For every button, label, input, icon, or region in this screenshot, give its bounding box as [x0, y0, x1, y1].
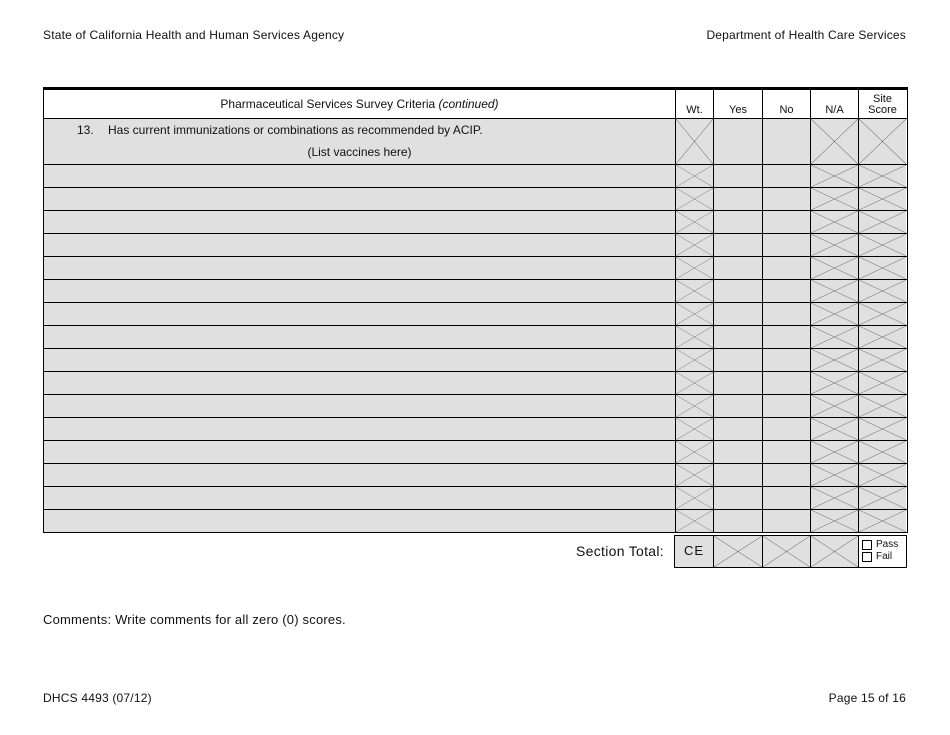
- crossed-out-mark: [859, 211, 906, 233]
- vaccine-row: [44, 372, 907, 395]
- vaccine-list-rows: [44, 165, 907, 533]
- vaccine-wt-cell: [675, 280, 713, 302]
- pass-fail-cell: [858, 536, 906, 567]
- vaccine-entry-cell[interactable]: [44, 372, 675, 394]
- vaccine-site-score-cell: [858, 234, 906, 256]
- crossed-out-mark: [811, 441, 858, 463]
- crossed-out-mark: [811, 395, 858, 417]
- vaccine-entry-cell[interactable]: [44, 303, 675, 325]
- criteria-title-suffix: (continued): [438, 97, 499, 111]
- fail-option[interactable]: [862, 551, 906, 563]
- crossed-out-mark: [811, 487, 858, 509]
- vaccine-row: [44, 487, 907, 510]
- vaccine-yes-cell[interactable]: [713, 441, 762, 463]
- vaccine-wt-cell: [675, 165, 713, 187]
- total-na-cell: [810, 536, 858, 567]
- vaccine-entry-cell[interactable]: [44, 441, 675, 463]
- item-yes-cell[interactable]: [713, 119, 762, 164]
- yes-column-header: Yes: [713, 90, 762, 118]
- crossed-out-mark: [811, 510, 858, 532]
- vaccine-site-score-cell: [858, 487, 906, 509]
- vaccine-row: [44, 464, 907, 487]
- vaccine-na-cell: [810, 464, 858, 486]
- criteria-column-header: [44, 90, 675, 118]
- fail-checkbox[interactable]: [862, 552, 872, 562]
- vaccine-no-cell[interactable]: [762, 188, 810, 210]
- crossed-out-mark: [859, 280, 906, 302]
- vaccine-row: [44, 418, 907, 441]
- vaccine-wt-cell: [675, 395, 713, 417]
- vaccine-row: [44, 280, 907, 303]
- vaccine-yes-cell[interactable]: [713, 349, 762, 371]
- vaccine-na-cell: [810, 326, 858, 348]
- vaccine-wt-cell: [675, 487, 713, 509]
- criteria-item-cell: [44, 119, 675, 164]
- vaccine-yes-cell[interactable]: [713, 418, 762, 440]
- vaccine-na-cell: [810, 280, 858, 302]
- vaccine-no-cell[interactable]: [762, 280, 810, 302]
- vaccine-site-score-cell: [858, 326, 906, 348]
- crossed-out-mark: [811, 303, 858, 325]
- vaccine-row: [44, 510, 907, 533]
- crossed-out-mark: [811, 326, 858, 348]
- vaccine-yes-cell[interactable]: [713, 395, 762, 417]
- vaccine-yes-cell[interactable]: [713, 280, 762, 302]
- section-total-label: Section Total:: [576, 543, 664, 559]
- criteria-title: Pharmaceutical Services Survey Criteria: [220, 97, 436, 111]
- crossed-out-mark: [676, 487, 713, 509]
- item-subtext: (List vaccines here): [307, 145, 412, 159]
- crossed-out-mark: [859, 441, 906, 463]
- vaccine-entry-cell[interactable]: [44, 211, 675, 233]
- vaccine-na-cell: [810, 165, 858, 187]
- crossed-out-mark: [859, 326, 906, 348]
- item-no-cell[interactable]: [762, 119, 810, 164]
- vaccine-na-cell: [810, 418, 858, 440]
- vaccine-wt-cell: [675, 257, 713, 279]
- vaccine-na-cell: [810, 510, 858, 532]
- vaccine-no-cell[interactable]: [762, 234, 810, 256]
- pass-checkbox[interactable]: [862, 540, 872, 550]
- vaccine-yes-cell[interactable]: [713, 303, 762, 325]
- vaccine-site-score-cell: [858, 257, 906, 279]
- vaccine-yes-cell[interactable]: [713, 372, 762, 394]
- crossed-out-mark: [859, 395, 906, 417]
- vaccine-yes-cell[interactable]: [713, 211, 762, 233]
- crossed-out-mark: [676, 326, 713, 348]
- item-number: 13.: [77, 123, 94, 137]
- crossed-out-mark: [859, 487, 906, 509]
- crossed-out-mark: [676, 303, 713, 325]
- crossed-out-mark: [676, 211, 713, 233]
- vaccine-no-cell[interactable]: [762, 464, 810, 486]
- criteria-table: [43, 87, 908, 533]
- crossed-out-mark: [811, 372, 858, 394]
- vaccine-row: [44, 395, 907, 418]
- vaccine-wt-cell: [675, 234, 713, 256]
- vaccine-yes-cell[interactable]: [713, 487, 762, 509]
- crossed-out-mark: [676, 280, 713, 302]
- crossed-out-mark: [676, 234, 713, 256]
- vaccine-site-score-cell: [858, 349, 906, 371]
- vaccine-no-cell[interactable]: [762, 303, 810, 325]
- vaccine-row: [44, 441, 907, 464]
- crossed-out-mark: [811, 119, 858, 164]
- total-yes-cell: [713, 536, 762, 567]
- vaccine-na-cell: [810, 234, 858, 256]
- crossed-out-mark: [676, 372, 713, 394]
- section-total-cells: [674, 535, 907, 568]
- vaccine-no-cell[interactable]: [762, 372, 810, 394]
- pass-label: Pass: [876, 539, 899, 550]
- crossed-out-mark: [811, 234, 858, 256]
- crossed-out-mark: [859, 234, 906, 256]
- vaccine-na-cell: [810, 257, 858, 279]
- section-total-row: [43, 535, 908, 568]
- crossed-out-mark: [859, 188, 906, 210]
- vaccine-na-cell: [810, 303, 858, 325]
- vaccine-no-cell[interactable]: [762, 510, 810, 532]
- vaccine-row: [44, 165, 907, 188]
- crossed-out-mark: [676, 418, 713, 440]
- vaccine-yes-cell[interactable]: [713, 234, 762, 256]
- crossed-out-mark: [811, 188, 858, 210]
- crossed-out-mark: [811, 280, 858, 302]
- vaccine-entry-cell[interactable]: [44, 165, 675, 187]
- site-score-line2: Score: [868, 104, 897, 116]
- crossed-out-mark: [811, 257, 858, 279]
- vaccine-entry-cell[interactable]: [44, 257, 675, 279]
- vaccine-no-cell[interactable]: [762, 211, 810, 233]
- vaccine-na-cell: [810, 441, 858, 463]
- vaccine-wt-cell: [675, 372, 713, 394]
- vaccine-na-cell: [810, 372, 858, 394]
- table-header-row: [44, 88, 907, 119]
- crossed-out-mark: [811, 349, 858, 371]
- survey-form-table: [43, 87, 908, 568]
- department-name: Department of Health Care Services: [706, 28, 906, 42]
- total-no-cell: [762, 536, 810, 567]
- vaccine-entry-cell[interactable]: [44, 418, 675, 440]
- crossed-out-mark: [859, 418, 906, 440]
- vaccine-entry-cell[interactable]: [44, 234, 675, 256]
- total-wt-cell: CE: [675, 536, 713, 567]
- vaccine-site-score-cell: [858, 464, 906, 486]
- crossed-out-mark: [676, 510, 713, 532]
- item-text: Has current immunizations or combinations as recommended by ACIP.: [108, 123, 483, 137]
- vaccine-no-cell[interactable]: [762, 165, 810, 187]
- crossed-out-mark: [676, 464, 713, 486]
- vaccine-no-cell[interactable]: [762, 487, 810, 509]
- vaccine-row: [44, 234, 907, 257]
- fail-label: Fail: [876, 551, 893, 562]
- site-score-column-header: [858, 90, 906, 118]
- crossed-out-mark: [859, 165, 906, 187]
- pass-option[interactable]: [862, 539, 906, 551]
- vaccine-no-cell[interactable]: [762, 257, 810, 279]
- vaccine-site-score-cell: [858, 418, 906, 440]
- vaccine-no-cell[interactable]: [762, 418, 810, 440]
- crossed-out-mark: [676, 119, 713, 164]
- vaccine-row: [44, 349, 907, 372]
- vaccine-entry-cell[interactable]: [44, 395, 675, 417]
- crossed-out-mark: [859, 119, 906, 164]
- vaccine-yes-cell[interactable]: [713, 165, 762, 187]
- vaccine-wt-cell: [675, 349, 713, 371]
- vaccine-entry-cell[interactable]: [44, 487, 675, 509]
- crossed-out-mark: [859, 464, 906, 486]
- crossed-out-mark: [859, 510, 906, 532]
- crossed-out-mark: [859, 372, 906, 394]
- vaccine-na-cell: [810, 395, 858, 417]
- crossed-out-mark: [676, 165, 713, 187]
- vaccine-site-score-cell: [858, 441, 906, 463]
- site-score-line1: Site: [873, 93, 892, 105]
- vaccine-site-score-cell: [858, 510, 906, 532]
- vaccine-entry-cell[interactable]: [44, 188, 675, 210]
- item-site-score-cell: [858, 119, 906, 164]
- vaccine-wt-cell: [675, 418, 713, 440]
- item-na-cell: [810, 119, 858, 164]
- vaccine-no-cell[interactable]: [762, 441, 810, 463]
- vaccine-wt-cell: [675, 441, 713, 463]
- vaccine-row: [44, 326, 907, 349]
- vaccine-site-score-cell: [858, 165, 906, 187]
- vaccine-yes-cell[interactable]: [713, 188, 762, 210]
- vaccine-wt-cell: [675, 211, 713, 233]
- vaccine-site-score-cell: [858, 188, 906, 210]
- vaccine-yes-cell[interactable]: [713, 510, 762, 532]
- vaccine-yes-cell[interactable]: [713, 257, 762, 279]
- vaccine-wt-cell: [675, 188, 713, 210]
- vaccine-na-cell: [810, 349, 858, 371]
- crossed-out-mark: [676, 441, 713, 463]
- vaccine-site-score-cell: [858, 303, 906, 325]
- vaccine-entry-cell[interactable]: [44, 510, 675, 532]
- criteria-item-row: [44, 119, 907, 165]
- vaccine-wt-cell: [675, 326, 713, 348]
- na-column-header: N/A: [810, 90, 858, 118]
- vaccine-no-cell[interactable]: [762, 395, 810, 417]
- no-column-header: No: [762, 90, 810, 118]
- vaccine-site-score-cell: [858, 395, 906, 417]
- vaccine-entry-cell[interactable]: [44, 280, 675, 302]
- vaccine-site-score-cell: [858, 372, 906, 394]
- crossed-out-mark: [714, 536, 762, 567]
- vaccine-site-score-cell: [858, 280, 906, 302]
- vaccine-na-cell: [810, 211, 858, 233]
- vaccine-na-cell: [810, 487, 858, 509]
- crossed-out-mark: [859, 257, 906, 279]
- vaccine-entry-cell[interactable]: [44, 464, 675, 486]
- page-number: Page 15 of 16: [828, 691, 906, 705]
- crossed-out-mark: [811, 165, 858, 187]
- crossed-out-mark: [676, 349, 713, 371]
- vaccine-entry-cell[interactable]: [44, 349, 675, 371]
- crossed-out-mark: [676, 188, 713, 210]
- vaccine-na-cell: [810, 188, 858, 210]
- vaccine-row: [44, 257, 907, 280]
- vaccine-no-cell[interactable]: [762, 326, 810, 348]
- vaccine-wt-cell: [675, 510, 713, 532]
- vaccine-wt-cell: [675, 303, 713, 325]
- comments-label: Comments: Write comments for all zero (0) scores.: [43, 612, 346, 627]
- crossed-out-mark: [763, 536, 810, 567]
- crossed-out-mark: [676, 257, 713, 279]
- vaccine-site-score-cell: [858, 211, 906, 233]
- crossed-out-mark: [811, 536, 858, 567]
- vaccine-row: [44, 188, 907, 211]
- vaccine-no-cell[interactable]: [762, 349, 810, 371]
- agency-name: State of California Health and Human Services Agency: [43, 28, 345, 42]
- wt-column-header: Wt.: [675, 90, 713, 118]
- crossed-out-mark: [676, 395, 713, 417]
- crossed-out-mark: [811, 211, 858, 233]
- vaccine-entry-cell[interactable]: [44, 326, 675, 348]
- vaccine-yes-cell[interactable]: [713, 464, 762, 486]
- crossed-out-mark: [811, 418, 858, 440]
- crossed-out-mark: [859, 303, 906, 325]
- vaccine-row: [44, 303, 907, 326]
- vaccine-row: [44, 211, 907, 234]
- item-wt-cell: [675, 119, 713, 164]
- crossed-out-mark: [859, 349, 906, 371]
- vaccine-yes-cell[interactable]: [713, 326, 762, 348]
- form-number: DHCS 4493 (07/12): [43, 691, 152, 705]
- vaccine-wt-cell: [675, 464, 713, 486]
- crossed-out-mark: [811, 464, 858, 486]
